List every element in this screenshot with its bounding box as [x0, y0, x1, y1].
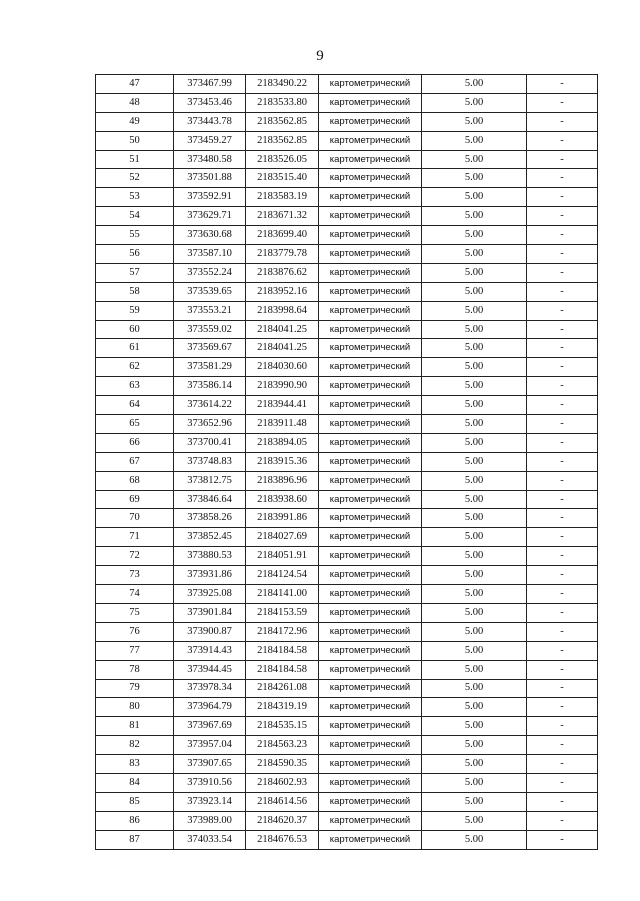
method-cell: картометрический [319, 603, 422, 622]
x-coordinate-cell: 373978.34 [174, 679, 246, 698]
method-cell: картометрический [319, 566, 422, 585]
accuracy-cell: 5.00 [422, 603, 527, 622]
x-coordinate-cell: 373944.45 [174, 660, 246, 679]
point-number-cell: 65 [96, 415, 174, 434]
point-number-cell: 81 [96, 717, 174, 736]
point-number-cell: 79 [96, 679, 174, 698]
y-coordinate-cell: 2184172.96 [246, 622, 319, 641]
table-row [96, 471, 598, 490]
table-row [96, 75, 598, 94]
x-coordinate-cell: 373900.87 [174, 622, 246, 641]
y-coordinate-cell: 2183490.22 [246, 75, 319, 94]
point-number-cell: 78 [96, 660, 174, 679]
note-cell: - [527, 717, 598, 736]
note-cell: - [527, 490, 598, 509]
method-cell: картометрический [319, 415, 422, 434]
method-cell: картометрический [319, 660, 422, 679]
method-cell: картометрический [319, 471, 422, 490]
table-row [96, 339, 598, 358]
point-number-cell: 58 [96, 282, 174, 301]
point-number-cell: 68 [96, 471, 174, 490]
table-row [96, 358, 598, 377]
method-cell: картометрический [319, 377, 422, 396]
note-cell: - [527, 169, 598, 188]
table-row [96, 773, 598, 792]
x-coordinate-cell: 373592.91 [174, 188, 246, 207]
note-cell: - [527, 377, 598, 396]
accuracy-cell: 5.00 [422, 188, 527, 207]
method-cell: картометрический [319, 490, 422, 509]
accuracy-cell: 5.00 [422, 528, 527, 547]
y-coordinate-cell: 2184535.15 [246, 717, 319, 736]
accuracy-cell: 5.00 [422, 452, 527, 471]
y-coordinate-cell: 2184041.25 [246, 339, 319, 358]
accuracy-cell: 5.00 [422, 282, 527, 301]
y-coordinate-cell: 2183944.41 [246, 396, 319, 415]
x-coordinate-cell: 373501.88 [174, 169, 246, 188]
point-number-cell: 69 [96, 490, 174, 509]
accuracy-cell: 5.00 [422, 792, 527, 811]
method-cell: картометрический [319, 245, 422, 264]
method-cell: картометрический [319, 339, 422, 358]
point-number-cell: 64 [96, 396, 174, 415]
table-row [96, 377, 598, 396]
x-coordinate-cell: 373858.26 [174, 509, 246, 528]
accuracy-cell: 5.00 [422, 622, 527, 641]
x-coordinate-cell: 373480.58 [174, 150, 246, 169]
table-row [96, 131, 598, 150]
y-coordinate-cell: 2184124.54 [246, 566, 319, 585]
accuracy-cell: 5.00 [422, 207, 527, 226]
note-cell: - [527, 433, 598, 452]
method-cell: картометрический [319, 641, 422, 660]
accuracy-cell: 5.00 [422, 396, 527, 415]
method-cell: картометрический [319, 188, 422, 207]
y-coordinate-cell: 2183699.40 [246, 226, 319, 245]
method-cell: картометрический [319, 452, 422, 471]
table-row [96, 736, 598, 755]
note-cell: - [527, 75, 598, 94]
method-cell: картометрический [319, 282, 422, 301]
x-coordinate-cell: 373559.02 [174, 320, 246, 339]
accuracy-cell: 5.00 [422, 679, 527, 698]
table-row [96, 433, 598, 452]
point-number-cell: 82 [96, 736, 174, 755]
accuracy-cell: 5.00 [422, 415, 527, 434]
table-row [96, 641, 598, 660]
point-number-cell: 60 [96, 320, 174, 339]
x-coordinate-cell: 373880.53 [174, 547, 246, 566]
table-row [96, 112, 598, 131]
x-coordinate-cell: 373581.29 [174, 358, 246, 377]
accuracy-cell: 5.00 [422, 698, 527, 717]
x-coordinate-cell: 373443.78 [174, 112, 246, 131]
x-coordinate-cell: 373614.22 [174, 396, 246, 415]
method-cell: картометрический [319, 622, 422, 641]
table-row [96, 207, 598, 226]
accuracy-cell: 5.00 [422, 75, 527, 94]
y-coordinate-cell: 2183991.86 [246, 509, 319, 528]
x-coordinate-cell: 373652.96 [174, 415, 246, 434]
point-number-cell: 74 [96, 585, 174, 604]
accuracy-cell: 5.00 [422, 377, 527, 396]
method-cell: картометрический [319, 698, 422, 717]
x-coordinate-cell: 373964.79 [174, 698, 246, 717]
x-coordinate-cell: 373852.45 [174, 528, 246, 547]
method-cell: картометрический [319, 150, 422, 169]
x-coordinate-cell: 373748.83 [174, 452, 246, 471]
y-coordinate-cell: 2183533.80 [246, 93, 319, 112]
method-cell: картометрический [319, 263, 422, 282]
method-cell: картометрический [319, 830, 422, 849]
note-cell: - [527, 358, 598, 377]
x-coordinate-cell: 373586.14 [174, 377, 246, 396]
point-number-cell: 71 [96, 528, 174, 547]
table-row [96, 660, 598, 679]
point-number-cell: 50 [96, 131, 174, 150]
x-coordinate-cell: 373925.08 [174, 585, 246, 604]
note-cell: - [527, 792, 598, 811]
y-coordinate-cell: 2184563.23 [246, 736, 319, 755]
note-cell: - [527, 282, 598, 301]
method-cell: картометрический [319, 358, 422, 377]
method-cell: картометрический [319, 131, 422, 150]
method-cell: картометрический [319, 679, 422, 698]
note-cell: - [527, 93, 598, 112]
accuracy-cell: 5.00 [422, 263, 527, 282]
accuracy-cell: 5.00 [422, 755, 527, 774]
y-coordinate-cell: 2184620.37 [246, 811, 319, 830]
x-coordinate-cell: 373923.14 [174, 792, 246, 811]
table-row [96, 490, 598, 509]
point-number-cell: 70 [96, 509, 174, 528]
note-cell: - [527, 641, 598, 660]
method-cell: картометрический [319, 112, 422, 131]
method-cell: картометрический [319, 547, 422, 566]
y-coordinate-cell: 2183894.05 [246, 433, 319, 452]
point-number-cell: 52 [96, 169, 174, 188]
accuracy-cell: 5.00 [422, 471, 527, 490]
coordinates-table-body [96, 75, 598, 850]
method-cell: картометрический [319, 207, 422, 226]
accuracy-cell: 5.00 [422, 509, 527, 528]
method-cell: картометрический [319, 773, 422, 792]
note-cell: - [527, 755, 598, 774]
note-cell: - [527, 566, 598, 585]
table-row [96, 415, 598, 434]
accuracy-cell: 5.00 [422, 131, 527, 150]
method-cell: картометрический [319, 755, 422, 774]
point-number-cell: 54 [96, 207, 174, 226]
note-cell: - [527, 188, 598, 207]
point-number-cell: 84 [96, 773, 174, 792]
accuracy-cell: 5.00 [422, 811, 527, 830]
accuracy-cell: 5.00 [422, 773, 527, 792]
y-coordinate-cell: 2183952.16 [246, 282, 319, 301]
x-coordinate-cell: 373587.10 [174, 245, 246, 264]
x-coordinate-cell: 373901.84 [174, 603, 246, 622]
x-coordinate-cell: 373539.65 [174, 282, 246, 301]
method-cell: картометрический [319, 226, 422, 245]
method-cell: картометрический [319, 320, 422, 339]
method-cell: картометрический [319, 396, 422, 415]
accuracy-cell: 5.00 [422, 339, 527, 358]
table-row [96, 603, 598, 622]
note-cell: - [527, 452, 598, 471]
note-cell: - [527, 245, 598, 264]
y-coordinate-cell: 2183562.85 [246, 131, 319, 150]
note-cell: - [527, 301, 598, 320]
note-cell: - [527, 509, 598, 528]
x-coordinate-cell: 373467.99 [174, 75, 246, 94]
point-number-cell: 61 [96, 339, 174, 358]
note-cell: - [527, 226, 598, 245]
note-cell: - [527, 698, 598, 717]
table-row [96, 792, 598, 811]
accuracy-cell: 5.00 [422, 112, 527, 131]
accuracy-cell: 5.00 [422, 830, 527, 849]
point-number-cell: 63 [96, 377, 174, 396]
point-number-cell: 56 [96, 245, 174, 264]
x-coordinate-cell: 373846.64 [174, 490, 246, 509]
note-cell: - [527, 603, 598, 622]
method-cell: картометрический [319, 811, 422, 830]
accuracy-cell: 5.00 [422, 490, 527, 509]
y-coordinate-cell: 2184319.19 [246, 698, 319, 717]
point-number-cell: 59 [96, 301, 174, 320]
accuracy-cell: 5.00 [422, 585, 527, 604]
table-row [96, 622, 598, 641]
table-row [96, 698, 598, 717]
x-coordinate-cell: 373967.69 [174, 717, 246, 736]
method-cell: картометрический [319, 736, 422, 755]
note-cell: - [527, 679, 598, 698]
x-coordinate-cell: 373931.86 [174, 566, 246, 585]
y-coordinate-cell: 2184051.91 [246, 547, 319, 566]
note-cell: - [527, 736, 598, 755]
method-cell: картометрический [319, 75, 422, 94]
y-coordinate-cell: 2183938.60 [246, 490, 319, 509]
accuracy-cell: 5.00 [422, 433, 527, 452]
point-number-cell: 57 [96, 263, 174, 282]
accuracy-cell: 5.00 [422, 320, 527, 339]
table-row [96, 452, 598, 471]
accuracy-cell: 5.00 [422, 169, 527, 188]
y-coordinate-cell: 2184027.69 [246, 528, 319, 547]
y-coordinate-cell: 2184184.58 [246, 660, 319, 679]
table-row [96, 717, 598, 736]
note-cell: - [527, 339, 598, 358]
method-cell: картометрический [319, 169, 422, 188]
table-row [96, 830, 598, 849]
y-coordinate-cell: 2183915.36 [246, 452, 319, 471]
table-row [96, 566, 598, 585]
x-coordinate-cell: 373553.21 [174, 301, 246, 320]
point-number-cell: 53 [96, 188, 174, 207]
accuracy-cell: 5.00 [422, 736, 527, 755]
note-cell: - [527, 547, 598, 566]
point-number-cell: 62 [96, 358, 174, 377]
note-cell: - [527, 396, 598, 415]
accuracy-cell: 5.00 [422, 358, 527, 377]
table-row [96, 509, 598, 528]
accuracy-cell: 5.00 [422, 660, 527, 679]
point-number-cell: 66 [96, 433, 174, 452]
note-cell: - [527, 112, 598, 131]
x-coordinate-cell: 373552.24 [174, 263, 246, 282]
accuracy-cell: 5.00 [422, 93, 527, 112]
table-row [96, 282, 598, 301]
point-number-cell: 72 [96, 547, 174, 566]
y-coordinate-cell: 2184676.53 [246, 830, 319, 849]
point-number-cell: 51 [96, 150, 174, 169]
note-cell: - [527, 150, 598, 169]
y-coordinate-cell: 2183526.05 [246, 150, 319, 169]
table-row [96, 93, 598, 112]
x-coordinate-cell: 373989.00 [174, 811, 246, 830]
x-coordinate-cell: 373812.75 [174, 471, 246, 490]
point-number-cell: 73 [96, 566, 174, 585]
y-coordinate-cell: 2184261.08 [246, 679, 319, 698]
table-row [96, 547, 598, 566]
table-row [96, 811, 598, 830]
y-coordinate-cell: 2183911.48 [246, 415, 319, 434]
y-coordinate-cell: 2184602.93 [246, 773, 319, 792]
note-cell: - [527, 263, 598, 282]
table-row [96, 528, 598, 547]
table-row [96, 320, 598, 339]
y-coordinate-cell: 2184153.59 [246, 603, 319, 622]
table-row [96, 396, 598, 415]
note-cell: - [527, 811, 598, 830]
method-cell: картометрический [319, 301, 422, 320]
point-number-cell: 86 [96, 811, 174, 830]
x-coordinate-cell: 373914.43 [174, 641, 246, 660]
point-number-cell: 77 [96, 641, 174, 660]
table-row [96, 263, 598, 282]
note-cell: - [527, 528, 598, 547]
y-coordinate-cell: 2184041.25 [246, 320, 319, 339]
y-coordinate-cell: 2183779.78 [246, 245, 319, 264]
note-cell: - [527, 660, 598, 679]
y-coordinate-cell: 2183671.32 [246, 207, 319, 226]
point-number-cell: 55 [96, 226, 174, 245]
accuracy-cell: 5.00 [422, 245, 527, 264]
y-coordinate-cell: 2183876.62 [246, 263, 319, 282]
point-number-cell: 49 [96, 112, 174, 131]
point-number-cell: 67 [96, 452, 174, 471]
accuracy-cell: 5.00 [422, 547, 527, 566]
y-coordinate-cell: 2183990.90 [246, 377, 319, 396]
point-number-cell: 48 [96, 93, 174, 112]
y-coordinate-cell: 2183562.85 [246, 112, 319, 131]
accuracy-cell: 5.00 [422, 301, 527, 320]
note-cell: - [527, 320, 598, 339]
note-cell: - [527, 415, 598, 434]
y-coordinate-cell: 2183583.19 [246, 188, 319, 207]
y-coordinate-cell: 2184141.00 [246, 585, 319, 604]
point-number-cell: 76 [96, 622, 174, 641]
accuracy-cell: 5.00 [422, 566, 527, 585]
y-coordinate-cell: 2184184.58 [246, 641, 319, 660]
point-number-cell: 75 [96, 603, 174, 622]
y-coordinate-cell: 2183896.96 [246, 471, 319, 490]
accuracy-cell: 5.00 [422, 150, 527, 169]
note-cell: - [527, 131, 598, 150]
point-number-cell: 85 [96, 792, 174, 811]
point-number-cell: 80 [96, 698, 174, 717]
accuracy-cell: 5.00 [422, 717, 527, 736]
table-row [96, 585, 598, 604]
x-coordinate-cell: 373630.68 [174, 226, 246, 245]
method-cell: картометрический [319, 93, 422, 112]
point-number-cell: 83 [96, 755, 174, 774]
method-cell: картометрический [319, 528, 422, 547]
note-cell: - [527, 207, 598, 226]
method-cell: картометрический [319, 585, 422, 604]
x-coordinate-cell: 373569.67 [174, 339, 246, 358]
point-number-cell: 87 [96, 830, 174, 849]
table-row [96, 301, 598, 320]
x-coordinate-cell: 374033.54 [174, 830, 246, 849]
page-number: 9 [316, 48, 324, 64]
coordinates-table [95, 74, 598, 850]
accuracy-cell: 5.00 [422, 641, 527, 660]
note-cell: - [527, 773, 598, 792]
table-row [96, 188, 598, 207]
table-row [96, 150, 598, 169]
x-coordinate-cell: 373459.27 [174, 131, 246, 150]
method-cell: картометрический [319, 717, 422, 736]
table-row [96, 755, 598, 774]
note-cell: - [527, 471, 598, 490]
note-cell: - [527, 830, 598, 849]
method-cell: картометрический [319, 792, 422, 811]
x-coordinate-cell: 373907.65 [174, 755, 246, 774]
note-cell: - [527, 622, 598, 641]
y-coordinate-cell: 2184030.60 [246, 358, 319, 377]
table-row [96, 245, 598, 264]
y-coordinate-cell: 2184590.35 [246, 755, 319, 774]
x-coordinate-cell: 373957.04 [174, 736, 246, 755]
y-coordinate-cell: 2184614.56 [246, 792, 319, 811]
y-coordinate-cell: 2183998.64 [246, 301, 319, 320]
note-cell: - [527, 585, 598, 604]
method-cell: картометрический [319, 433, 422, 452]
table-row [96, 679, 598, 698]
table-row [96, 169, 598, 188]
table-row [96, 226, 598, 245]
accuracy-cell: 5.00 [422, 226, 527, 245]
x-coordinate-cell: 373629.71 [174, 207, 246, 226]
x-coordinate-cell: 373910.56 [174, 773, 246, 792]
point-number-cell: 47 [96, 75, 174, 94]
x-coordinate-cell: 373700.41 [174, 433, 246, 452]
method-cell: картометрический [319, 509, 422, 528]
x-coordinate-cell: 373453.46 [174, 93, 246, 112]
y-coordinate-cell: 2183515.40 [246, 169, 319, 188]
